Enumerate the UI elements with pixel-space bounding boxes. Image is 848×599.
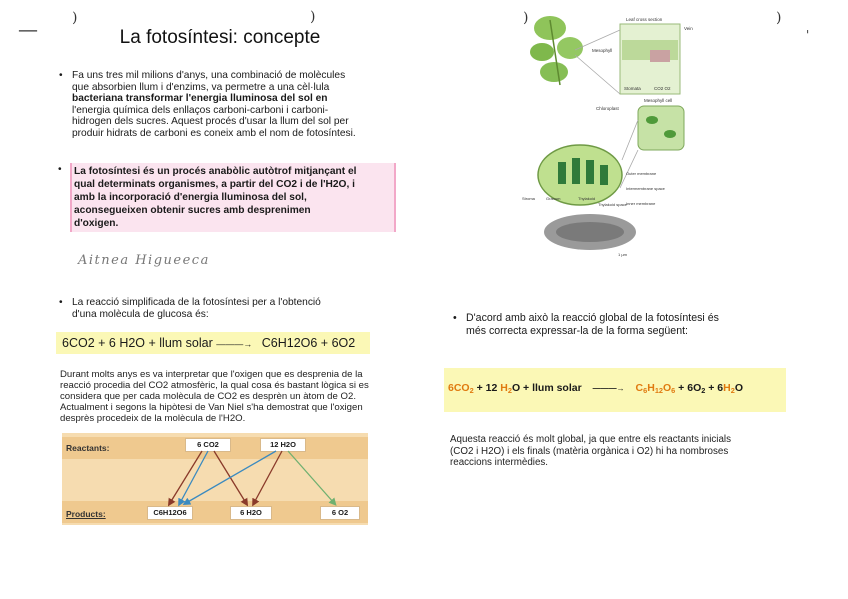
eq-h2-sub: 12 (654, 386, 663, 396)
granum-stack (586, 160, 594, 184)
para-line: considera que per cada molècula de CO2 es desprèn un àtom de O2. (60, 391, 356, 402)
eq-arrow: ———→ (592, 384, 625, 393)
reaction-line: La reacció simplificada de la fotosíntesi per a l'obtenció (72, 297, 321, 308)
chloroplast-zoom-lines (620, 120, 638, 188)
van-niel-paragraph (60, 369, 398, 424)
fig-label-scale: 1 µm (618, 252, 627, 257)
product-oxygen-box: 6 O2 (320, 506, 360, 520)
fig-label-outer-membrane: Outer membrane (626, 171, 657, 176)
reactant-h2o-box: 12 H2O (260, 438, 306, 452)
slide-title: La fotosíntesi: concepte (119, 27, 321, 48)
vein-bundle (650, 50, 670, 62)
equation-arrow: ———→ (216, 339, 253, 349)
scan-paren-mark: ) (523, 10, 529, 26)
bullet-dot: • (453, 312, 457, 324)
intro-line: hidrogen dels sucres. Aquest procés d'usar la llum del sol per (72, 116, 349, 128)
bullet-dot: • (59, 297, 63, 308)
fig-label-vein: Vein (684, 26, 693, 31)
global-equation (448, 382, 743, 395)
fig-label-inner-membrane: Inner membrane (626, 201, 656, 206)
definition-line: d'oxigen. (74, 218, 119, 229)
definition-line: amb la incorporació d'energia lluminosa del sol, (74, 192, 307, 203)
granum-stack (600, 165, 608, 185)
definition-line: La fotosíntesi és un procés anabòlic autòtrof mitjançant el (74, 166, 357, 177)
para-line: reaccions intermèdies. (450, 457, 549, 468)
fig-label-thylakoid: Thylakoid (578, 196, 596, 201)
reactant-co2-box: 6 CO2 (185, 438, 231, 452)
global-reaction-paragraph (450, 434, 784, 469)
para-line: Durant molts anys es va interpretar que l'oxigen que es desprenia de la (60, 369, 363, 380)
eq-plus-12: + 12 (473, 382, 501, 394)
leaf-shape (530, 43, 554, 61)
leaf-shape (534, 16, 566, 40)
scan-apostrophe-mark: ' (806, 28, 810, 42)
atom-flow-arrows (62, 433, 368, 525)
eq-h-sub: 2 (507, 386, 512, 396)
eq-o: O (511, 382, 521, 394)
magnify-lines (575, 30, 620, 94)
eq-plus-o2: + 6O (675, 382, 702, 394)
global-reaction-bullet (453, 312, 778, 337)
leaf-shape (540, 62, 568, 82)
scan-paren-mark: ) (310, 9, 316, 25)
intro-line: bacteriana transformar l'energia lluminosa del sol en (72, 93, 328, 105)
chloroplast-small (646, 116, 658, 124)
equation-right: C6H12O6 + 6O2 (261, 336, 356, 350)
handwritten-signature: Aitnea Higueeca (78, 253, 210, 268)
granum-stack (558, 162, 566, 184)
simplified-equation (62, 336, 355, 350)
fig-label-intermembrane-space: Intermembrane space (626, 186, 665, 191)
eq-c: C (635, 382, 644, 394)
eq-h2: H (647, 382, 655, 394)
reaction-bullet (59, 297, 385, 320)
eq-o6-sub: 6 (671, 386, 676, 396)
chloroplast-small (664, 130, 676, 138)
eq-o-final: O (734, 382, 744, 394)
product-glucose-box: C6H12O6 (147, 506, 193, 520)
intro-line: que absorbien llum i d'enzims, va permetre a una cèl·lula (72, 81, 330, 93)
product-water-box: 6 H2O (230, 506, 272, 520)
eq-light: + llum solar (520, 382, 582, 394)
fig-label-leaf-cross-section: Leaf cross section (626, 17, 663, 22)
intro-line: produir hidrats de carboni es coneix amb el nom de fotosíntesi. (72, 127, 356, 139)
para-line: Aquesta reacció és molt global, ja que entre els reactants inicials (450, 434, 731, 445)
fig-label-mesophyll: Mesophyll (592, 48, 613, 53)
eq-o2-sub: 2 (701, 386, 706, 396)
intro-line: Fa uns tres mil milions d'anys, una combinació de molècules (72, 70, 346, 81)
definition-bullet (58, 163, 396, 232)
mesophyll-cell-block (638, 106, 684, 150)
eq-h: H (500, 382, 508, 394)
bullet-dot: • (59, 70, 63, 81)
products-label: Products: (66, 509, 106, 519)
eq-o6: O (663, 382, 672, 394)
fig-label-thylakoid-space: Thylakoid space (598, 202, 627, 207)
definition-line: aconsegueixen obtenir sucres amb desprenimen (74, 205, 311, 216)
eq-co2: 6CO (448, 382, 470, 394)
scan-paren-mark: ) (776, 10, 782, 26)
reaction-line: d'una molècula de glucosa és: (72, 308, 209, 320)
reactants-label: Reactants: (66, 443, 110, 453)
fig-label-stomata: Stomata (624, 86, 641, 91)
para-line: Actualment i segons la hipòtesi de Van Niel s'ha demostrat que l'oxigen (60, 402, 363, 413)
scan-paren-mark: ) (72, 10, 78, 26)
fig-label-mesophyll-cell: Mesophyll cell (644, 98, 673, 103)
leaf-chloroplast-figure (520, 10, 710, 260)
eq-h3-sub: 2 (730, 386, 735, 396)
eq-co2-sub: 2 (469, 386, 474, 396)
para-line: (CO2 i H2O) i els finals (matèria orgànica i O2) hi ha nombroses (450, 445, 729, 457)
para-line: desprès procedeix de la molècula de l'H2O. (60, 413, 246, 424)
eq-plus-6: + 6 (705, 382, 724, 394)
fig-label-co2-o2: CO2 O2 (654, 86, 671, 91)
global-bullet-line: D'acord amb això la reacció global de la fotosíntesi és (466, 312, 719, 324)
definition-line: qual determinats organismes, a partir del CO2 i de l'H2O, i (74, 179, 355, 190)
fig-label-stroma: Stroma (522, 196, 535, 201)
eq-h3: H (723, 382, 731, 394)
scan-dash-mark: — (18, 17, 38, 41)
micrograph-detail (556, 222, 624, 242)
eq-c-sub: 6 (643, 386, 648, 396)
intro-line: l'energia química dels enllaços carboni-carboni i carboni- (72, 104, 329, 116)
intro-bullet (59, 70, 385, 140)
granum-stack (572, 158, 580, 184)
fig-label-granum: Granum (546, 196, 561, 201)
bullet-dot: • (58, 164, 62, 175)
global-bullet-line: més correcta expressar-la de la forma següent: (466, 324, 688, 337)
fig-label-chloroplast: Chloroplast (596, 106, 619, 111)
para-line: reacció procedia del CO2 atmosfèric, la qual cosa és bastant lògica si es (60, 380, 369, 391)
equation-left: 6CO2 + 6 H2O + llum solar (62, 336, 213, 350)
oxygen-origin-diagram (62, 433, 368, 525)
